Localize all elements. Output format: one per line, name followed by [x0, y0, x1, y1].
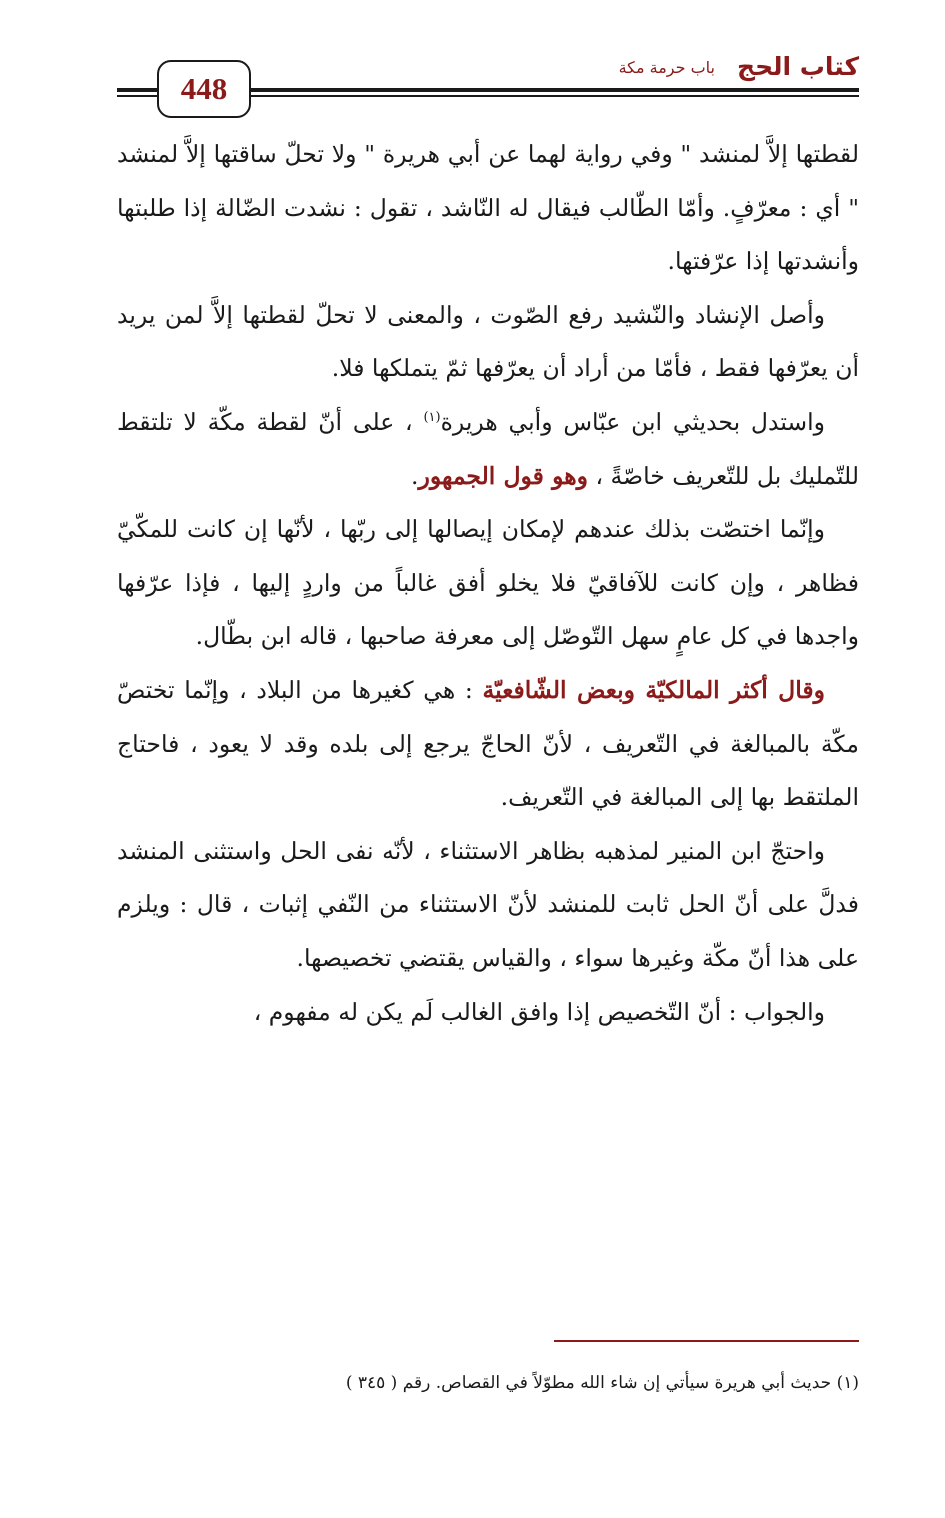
page-number: 448: [157, 60, 251, 118]
paragraph-4: وإنّما اختصّت بذلك عندهم لإمكان إيصالها إلى ربّها ، لأنّها إن كانت للمكّيّ فظاهر ، وإن كانت للآفاقيّ فلا يخلو أفق غالباً من واردٍ إليها ، فإذا عرّفها واجدها في كل عامٍ سهل التّوصّل إلى معرفة صاحبها ، قاله ابن بطّال.: [117, 515, 859, 651]
paragraph-7: والجواب : أنّ التّخصيص إذا وافق الغالب لَم يكن له مفهوم ،: [253, 997, 825, 1026]
paragraph-5-rest: : هي كغيرها من البلاد ، وإنّما تختصّ مكّة بالمبالغة في التّعريف ، لأنّ الحاجّ يرجع إلى بلده وقد لا يعود ، فاحتاج الملتقط بها إلى المبالغة في التّعريف.: [117, 675, 859, 812]
paragraph-5: [117, 664, 859, 825]
highlight-majority-opinion: وهو قول الجمهور: [418, 461, 588, 490]
paragraph-3-middle: ، على أنّ لقطة مكّة لا تلتقط للتّمليك بل للتّعريف خاصّةً ،: [117, 407, 859, 490]
footnote-reference[interactable]: (١): [423, 410, 441, 426]
paragraph-3-start: واستدل بحديثي ابن عبّاس وأبي هريرة: [440, 407, 825, 436]
paragraph-6: واحتجّ ابن المنير لمذهبه بظاهر الاستثناء ، لأنّه نفى الحل واستثنى المنشد فدلَّ على أنّ الحل ثابت للمنشد لأنّ الاستثناء من النّفي إثبات ، قال : ويلزم على هذا أنّ مكّة وغيرها سواء ، والقياس يقتضي تخصيصها.: [117, 836, 859, 972]
chapter-title: باب حرمة مكة: [618, 58, 715, 77]
paragraph-1: لقطتها إلاَّ لمنشد " وفي رواية لهما عن أبي هريرة " ولا تحلّ ساقتها إلاَّ لمنشد " أي : معرّفٍ. وأمّا الطّالب فيقال له النّاشد ، تقول : نشدت الضّالة إذا طلبتها وأنشدتها إذا عرّفتها.: [117, 140, 859, 276]
highlight-maliki-shafii: وقال أكثر المالكيّة وبعض الشّافعيّة: [482, 675, 825, 704]
footnote-rule: [554, 1340, 859, 1342]
book-title: كتاب الحج: [737, 52, 859, 81]
paragraph-3-end: .: [411, 461, 419, 490]
footnote: (١) حديث أبي هريرة سيأتي إن شاء الله مطوّلاً في القصاص. رقم ( ٣٤٥ ): [345, 1373, 859, 1393]
body-text: [117, 128, 859, 1039]
paragraph-2: وأصل الإنشاد والنّشيد رفع الصّوت ، والمعنى لا تحلّ لقطتها إلاَّ لمن يريد أن يعرّفها فقط ، فأمّا من أراد أن يعرّفها ثمّ يتملكها فلا.: [117, 300, 859, 383]
paragraph-3: [117, 396, 859, 503]
